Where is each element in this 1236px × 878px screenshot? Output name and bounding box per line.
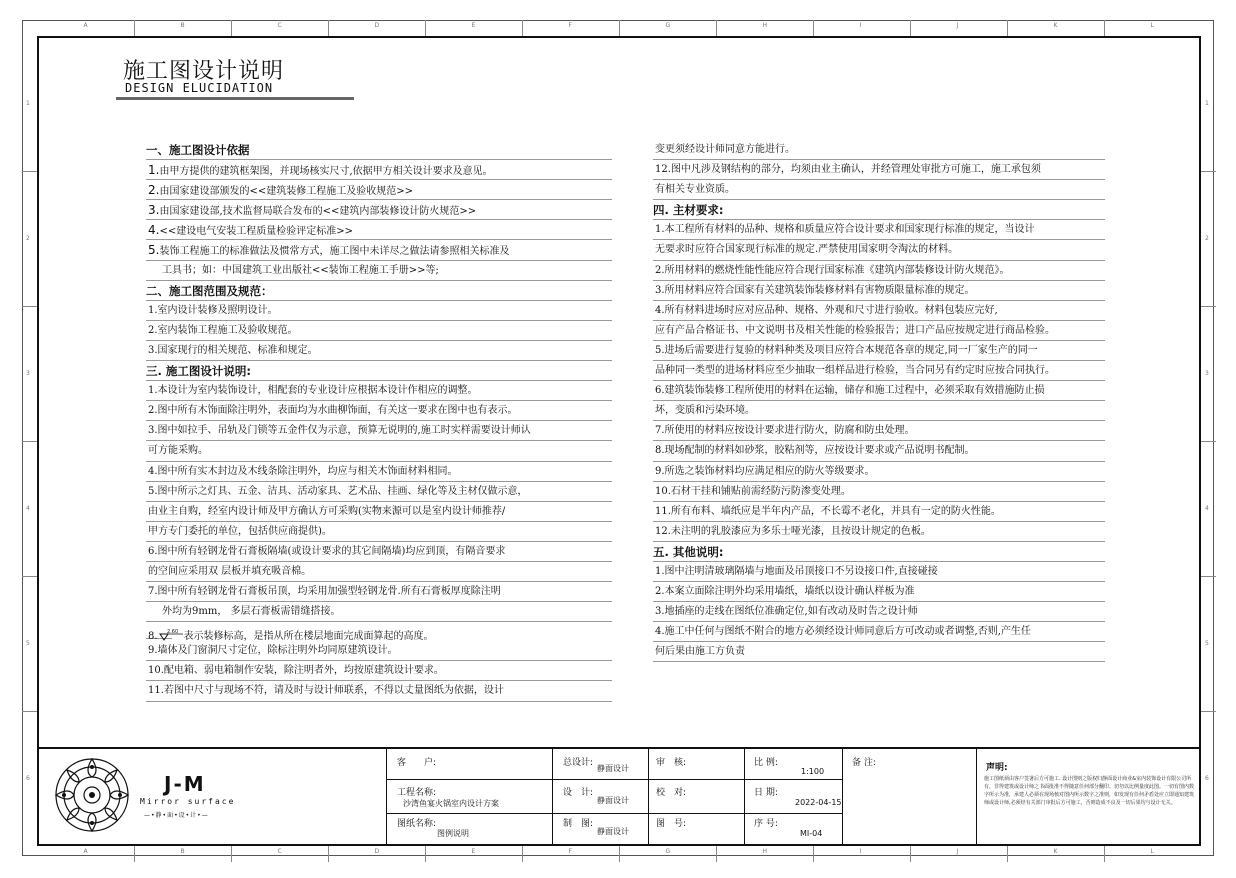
note-line: 可方能采购。: [146, 441, 612, 461]
ruler-letter: K: [1053, 22, 1058, 29]
date-label: 日 期:: [754, 788, 778, 798]
note-line: 工具书；如：中国建筑工业出版社<<装饰工程施工手册>>等;: [146, 261, 612, 281]
drawing-name-value: 图例说明: [437, 829, 469, 838]
ruler-letter: H: [762, 848, 768, 855]
ruler-number: 5: [26, 639, 30, 647]
note-text: 由国家建设部,技术监督局联合发布的<<建筑内部装修设计防火规范>>: [159, 206, 477, 218]
elevation-mark-icon: [158, 630, 184, 642]
ruler-letter: J: [956, 848, 959, 855]
brand-name: J-M: [164, 772, 206, 796]
ruler-left: [22, 36, 37, 846]
svg-text:2.60: 2.60: [166, 629, 178, 636]
ruler-letter: A: [83, 22, 88, 29]
right-notes-column: [653, 140, 1105, 662]
note-line: [146, 220, 612, 240]
ruler-number: 3: [1205, 369, 1209, 377]
note-line: 7.图中所有轻钢龙骨石膏板吊顶，均采用加强型轻钢龙骨.所有石膏板厚度除注明: [146, 582, 612, 602]
ruler-number: 4: [26, 504, 30, 512]
note-line: 3.地插座的走线在图纸位准确定位,如有改动及时告之设计师: [653, 602, 1105, 622]
ruler-number: 5: [1205, 639, 1209, 647]
note-line: 8.现场配制的材料如砂浆，胶粘剂等，应按设计要求或产品说明书配制。: [653, 441, 1105, 461]
note-line: 10.石材干挂和铺贴前需经防污防渗变处理。: [653, 482, 1105, 502]
ruler-letter: A: [83, 848, 88, 855]
section-heading: 四. 主材要求:: [653, 200, 1105, 220]
figure-number-label: 图 号:: [656, 819, 687, 829]
note-number: 4.: [148, 223, 160, 238]
ruler-right: [1201, 36, 1216, 846]
ruler-letter: G: [665, 848, 671, 855]
note-line: 的空间应采用双 层板并填充吸音棉。: [146, 562, 612, 582]
ruler-letter: I: [859, 848, 862, 855]
ruler-number: 1: [26, 99, 30, 107]
declaration-text: 施工图纸须由客户签署后方可施工. 设计图则之版权归静面设计商业&室内装饰设计有限公司所有，非得建筑或设计师之书面批准不得随意任何部分翻印、切勿以比例量度此图。一切有图内数字所示为准，承建人必须在现场核对图内所示数字之准则，如发现有任何矛盾处应立即通知建筑师或设计师,必须经有关部门审批后方可施工，否则造成不良及一切后果均与设计无关。: [984, 776, 1195, 806]
ruler-letter: B: [180, 22, 185, 29]
ruler-letter: L: [1150, 848, 1154, 855]
ruler-letter: B: [180, 848, 185, 855]
ruler-letter: D: [374, 22, 380, 29]
drawing-name-label: 图纸名称:: [397, 819, 437, 829]
note-line: 6.建筑装饰装修工程所使用的材料在运输，储存和施工过程中，必须采取有效措施防止损: [653, 381, 1105, 401]
check-label: 校 对:: [656, 788, 687, 798]
ruler-letter: F: [568, 848, 572, 855]
sequence-label: 序 号:: [754, 819, 778, 829]
scale-label: 比 例:: [754, 758, 778, 768]
note-number: 2.: [148, 183, 160, 198]
note-line: 3.国家现行的相关规范、标准和规定。: [146, 341, 612, 361]
note-line: 12.未注明的乳胶漆应为多乐士哑光漆，且按设计规定的色板。: [653, 522, 1105, 542]
chief-designer-label: 总设计:: [563, 758, 594, 768]
note-number: 5.: [148, 243, 160, 258]
ruler-letter: F: [568, 22, 572, 29]
note-line: 5.图中所示之灯具、五金、洁具、活动家具、艺术品、挂画、绿化等及主材仅做示意，: [146, 482, 612, 502]
ruler-letter: G: [665, 22, 671, 29]
ruler-letter: K: [1053, 848, 1058, 855]
note-line: 无要求时应符合国家现行标准的规定.严禁使用国家明令淘汰的材料。: [653, 240, 1105, 260]
brand-subtitle: Mirror surface: [140, 797, 236, 806]
note-line: 4.图中所有实木封边及木线条除注明外，均应与相关木饰面材料相同。: [146, 462, 612, 482]
note-line: 1.室内设计装修及照明设计。: [146, 301, 612, 321]
note-line: 何后果由施工方负责: [653, 642, 1105, 662]
ruler-number: 2: [1205, 234, 1209, 242]
note-text: <<建设电气安装工程质量检验评定标准>>: [159, 226, 353, 238]
ruler-number: 1: [1205, 99, 1209, 107]
page-subtitle: DESIGN ELUCIDATION: [125, 81, 274, 95]
note-line: 11.所有布料、墙纸应是半年内产品，不长霉不老化，并具有一定的防火性能。: [653, 502, 1105, 522]
ruler-bottom: [37, 846, 1201, 862]
section-heading: 二、施工图范围及规范：: [146, 281, 612, 301]
note-line: 外均为9mm， 多层石膏板需错缝搭接。: [146, 602, 612, 622]
client-label: 客 户:: [397, 758, 437, 768]
note-line: 1.本设计为室内装饰设计，相配套的专业设计应根据本设计作相应的调整。: [146, 381, 612, 401]
project-label: 工程名称:: [397, 788, 437, 798]
note-number: 3.: [148, 203, 160, 218]
note-line: [146, 240, 612, 260]
ruler-letter: L: [1150, 22, 1154, 29]
note-line: 4.施工中任何与图纸不附合的地方必须经设计师同意后方可改动或者调整,否则,产生任: [653, 622, 1105, 642]
note-line: 3.图中如拉手、吊轨及门锁等五金件仅为示意，预算无说明的,施工时实样需要设计师认: [146, 421, 612, 441]
note-line: 由业主自购，经室内设计师及甲方确认方可采购(实物来源可以是室内设计师推荐/: [146, 502, 612, 522]
ruler-number: 4: [1205, 504, 1209, 512]
project-value: 沙湾鱼宴火锅室内设计方案: [403, 799, 499, 808]
note-line: [146, 627, 434, 642]
note-line: 12.图中凡涉及钢结构的部分，均须由业主确认，并经管理处审批方可施工，施工承包须: [653, 160, 1105, 180]
drafter-label: 制 图:: [563, 819, 594, 829]
ruler-letter: C: [277, 22, 282, 29]
note-line: 5.进场后需要进行复验的材料种类及项目应符合本规范各章的规定,同一厂家生产的同一: [653, 341, 1105, 361]
note-line: 9.墙体及门窗洞尺寸定位，除标注明外均同原建筑设计。: [146, 641, 612, 661]
note-line: 2.所用材料的燃烧性能性能应符合现行国家标准《建筑内部装修设计防火规范》。: [653, 261, 1105, 281]
declaration-title: 声明:: [986, 763, 1008, 773]
note-line: 变更须经设计师同意方能进行。: [653, 140, 1105, 160]
ruler-letter: I: [859, 22, 862, 29]
note-text: 由甲方提供的建筑框架图，并现场核实尺寸,依据甲方相关设计要求及意见。: [159, 166, 493, 178]
brand-tagline: —•静•面•设•计•—: [144, 812, 209, 819]
drafter-value: 静面设计: [597, 827, 629, 836]
note-line: 10.配电箱、弱电箱制作安装，除注明者外，均按原建筑设计要求。: [146, 661, 612, 681]
ruler-letter: C: [277, 848, 282, 855]
chief-designer-value: 静面设计: [597, 764, 629, 773]
ruler-number: 6: [1205, 774, 1209, 782]
note-number: 1.: [148, 163, 160, 178]
ruler-number: 6: [26, 774, 30, 782]
note-line: 2.室内装饰工程施工及验收规范。: [146, 321, 612, 341]
mandala-logo-icon: [52, 752, 132, 838]
note-line: 品种同一类型的进场材料应至少抽取一组样品进行检验，当合同另有约定时应按合同执行。: [653, 361, 1105, 381]
note-text: 表示装修标高，是指从所在楼层地面完成面算起的高度。: [183, 630, 434, 642]
note-line: 3.所用材料应符合国家有关建筑装饰装修材料有害物质限量标准的规定。: [653, 281, 1105, 301]
ruler-number: 2: [26, 234, 30, 242]
ruler-letter: J: [956, 22, 959, 29]
note-line: 4.所有材料进场时应对应品种、规格、外观和尺寸进行验收。材料包装应完好,: [653, 301, 1105, 321]
ruler-number: 3: [26, 369, 30, 377]
left-notes-column: [146, 140, 612, 702]
note-line: 6.图中所有轻钢龙骨石膏板隔墙(或设计要求的其它间隔墙)均应到顶，有隔音要求: [146, 542, 612, 562]
note-number: 8.: [148, 630, 158, 642]
note-line: 2.图中所有木饰面除注明外，表面均为水曲柳饰面，有关这一要求在图中也有表示。: [146, 401, 612, 421]
date-value: 2022-04-15: [795, 798, 842, 807]
ruler-letter: E: [471, 848, 476, 855]
note-line: 应有产品合格证书、中文说明书及相关性能的检验报告；进口产品应按规定进行商品检验。: [653, 321, 1105, 341]
section-heading: 五. 其他说明:: [653, 542, 1105, 562]
note-text: 由国家建设部颁发的<<建筑装修工程施工及验收规范>>: [159, 186, 413, 198]
note-line: 1.本工程所有材料的品种、规格和质量应符合设计要求和国家现行标准的规定，当设计: [653, 220, 1105, 240]
ruler-letter: D: [374, 848, 380, 855]
section-heading: 三. 施工图设计说明:: [146, 361, 612, 381]
page-title: 施工图设计说明: [123, 59, 285, 84]
designer-value: 静面设计: [597, 796, 629, 805]
note-line: 1.图中注明清玻璃隔墙与地面及吊顶接口不另设接口件,直接碰接: [653, 562, 1105, 582]
note-line: 11.若图中尺寸与现场不符，请及时与设计师联系，不得以丈量图纸为依据，设计: [146, 681, 612, 701]
designer-label: 设 计:: [563, 788, 594, 798]
sequence-value: MI-04: [800, 829, 823, 838]
ruler-top: [37, 20, 1201, 36]
note-line: 坏，变质和污染环境。: [653, 401, 1105, 421]
title-underline: [116, 97, 354, 100]
review-label: 审 核:: [656, 758, 687, 768]
remarks-label: 备 注:: [852, 758, 876, 768]
note-line: [146, 200, 612, 220]
note-text: 装饰工程施工的标准做法及惯常方式，施工图中未详尽之做法请参照相关标准及: [159, 246, 510, 258]
note-line: 7.所使用的材料应按设计要求进行防火，防腐和防虫处理。: [653, 421, 1105, 441]
section-heading: 一、施工图设计依据: [146, 140, 612, 160]
note-line: 有相关专业资质。: [653, 180, 1105, 200]
note-line: 2.本案立面除注明外均采用墙纸，墙纸以设计确认样板为准: [653, 582, 1105, 602]
note-line: 甲方专门委托的单位，包括供应商提供)。: [146, 522, 612, 542]
ruler-letter: H: [762, 22, 768, 29]
note-line: [146, 160, 612, 180]
note-line: 9.所选之装饰材料均应满足相应的防火等级要求。: [653, 462, 1105, 482]
scale-value: 1:100: [801, 767, 825, 776]
ruler-letter: E: [471, 22, 476, 29]
note-line: [146, 180, 612, 200]
